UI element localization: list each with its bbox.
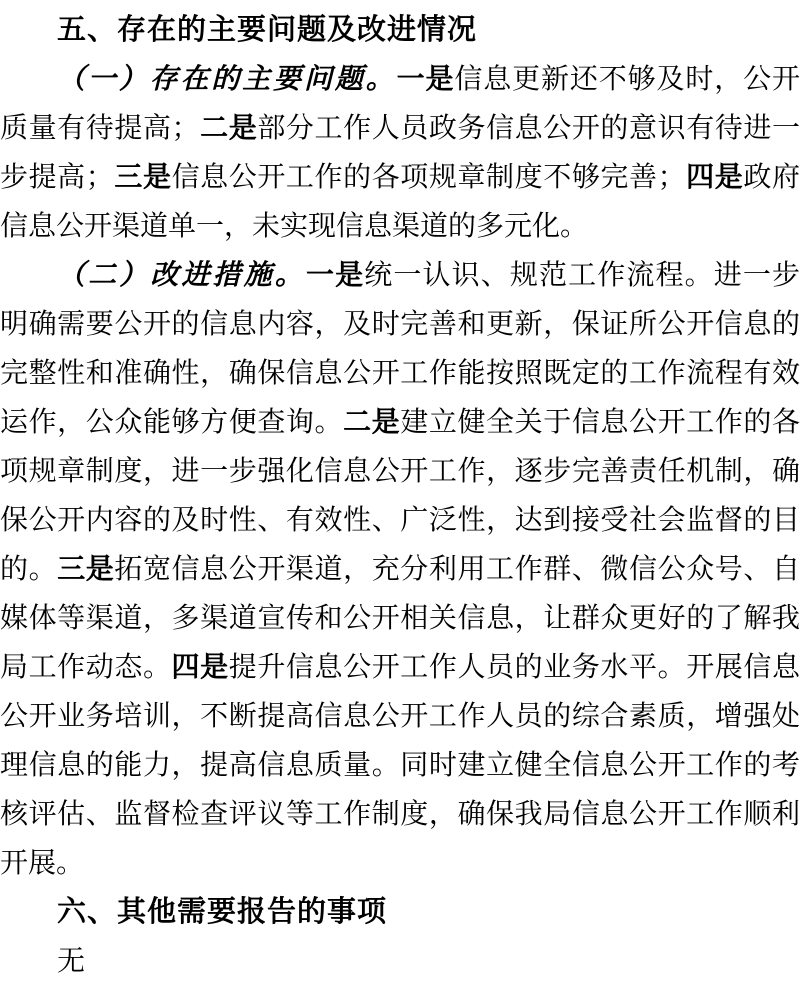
- item-marker-third: 三是: [113, 162, 172, 193]
- paragraph-main-problems: [0, 55, 800, 251]
- body-text: 统一认识、规范工作流程。进一步明确需要公开的信息内容，及时完善和更新，保证所公开信息的完整性和准确性，确保信息公开工作能按照既定的工作流程有效运作，公众能够方便查询。: [0, 260, 800, 438]
- item-marker-third: 三是: [57, 554, 115, 585]
- item-marker-second: 二是: [343, 407, 401, 438]
- item-marker-first: 一是: [306, 260, 365, 291]
- body-text: 提升信息公开工作人员的业务水平。开展信息公开业务培训，不断提高信息公开工作人员的综合素质，增强处理信息的能力，提高信息质量。同时建立健全信息公开工作的考核评估、监督检查评议等工作制度，确保我局信息公开工作顺利开展。: [0, 652, 800, 879]
- item-marker-fourth: 四是: [685, 162, 744, 193]
- body-text: 拓宽信息公开渠道，充分利用工作群、微信公众号、自媒体等渠道，多渠道宣传和公开相关信息，让群众更好的了解我局工作动态。: [0, 554, 800, 683]
- item-marker-fourth: 四是: [171, 652, 229, 683]
- body-text: 部分工作人员政务信息公开的意识有待进一步提高；: [0, 113, 800, 193]
- item-marker-first: 一是: [396, 64, 455, 95]
- body-text: 政府信息公开渠道单一，未实现信息渠道的多元化。: [0, 162, 800, 242]
- body-text: 无: [57, 946, 86, 977]
- paragraph-improvement-measures: [0, 251, 800, 888]
- section-heading-problems-and-improvements: 五、存在的主要问题及改进情况: [57, 14, 478, 46]
- body-text: 建立健全关于信息公开工作的各项规章制度，进一步强化信息公开工作，逐步完善责任机制，确保公开内容的及时性、有效性、广泛性，达到接受社会监督的目的。: [0, 407, 800, 585]
- body-text: 信息更新还不够及时，公开质量有待提高；: [0, 64, 800, 144]
- paragraph-none: [0, 937, 800, 986]
- item-marker-second: 二是: [199, 113, 258, 144]
- subheading-improvement-measures: （二）改进措施。: [57, 260, 306, 291]
- body-text: 信息公开工作的各项规章制度不够完善；: [171, 162, 686, 193]
- subheading-main-problems: （一）存在的主要问题。: [57, 64, 397, 95]
- section-heading-other-matters: 六、其他需要报告的事项: [57, 896, 388, 928]
